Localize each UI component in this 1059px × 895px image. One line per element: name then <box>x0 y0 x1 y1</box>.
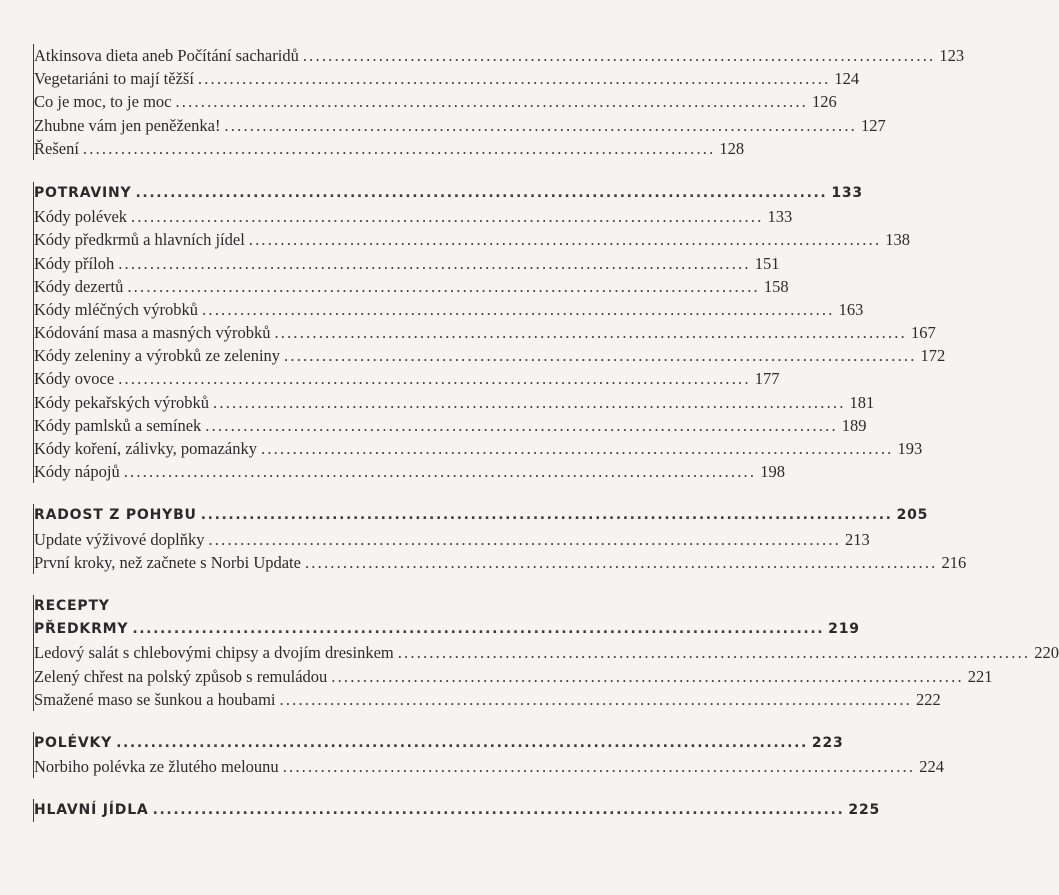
leader-dots: .................................................................................................... <box>116 734 808 751</box>
toc-entry[interactable] <box>34 688 941 711</box>
leader-dots: .................................................................................................... <box>248 230 882 250</box>
leader-dots: .................................................................................................... <box>331 666 964 686</box>
leader-dots: .................................................................................................... <box>135 184 828 201</box>
table-of-contents <box>34 44 1059 822</box>
toc-entry-page: 221 <box>967 666 993 686</box>
toc-entry[interactable] <box>34 275 789 298</box>
toc-entry-title: Kódy pekařských výrobků <box>34 392 210 412</box>
toc-entry[interactable] <box>34 665 993 688</box>
toc-entry[interactable] <box>34 755 944 778</box>
toc-entry[interactable] <box>34 228 911 251</box>
toc-entry-title: Kódy dezertů <box>34 276 124 296</box>
toc-entry-title: Zhubne vám jen peněženka! <box>34 115 221 135</box>
toc-heading-title: PŘEDKRMY <box>34 621 129 638</box>
toc-entry-page: 193 <box>897 439 923 458</box>
toc-part-title: RECEPTY <box>34 597 110 614</box>
toc-entry[interactable] <box>34 321 936 344</box>
leader-dots: .................................................................................................... <box>279 689 912 709</box>
toc-entry-page: 126 <box>811 92 837 112</box>
toc-entry-title: Kódy pamlsků a semínek <box>34 415 202 435</box>
toc-heading-title: POTRAVINY <box>34 184 132 201</box>
toc-entry-title: Ledový salát s chlebovými chipsy a dvojím dresinkem <box>34 643 394 663</box>
toc-entry[interactable] <box>34 137 745 160</box>
toc-section-continuation <box>33 44 965 160</box>
toc-entry-title: Atkinsova dieta aneb Počítání sacharidů <box>34 46 299 65</box>
toc-heading-page: 133 <box>831 184 863 201</box>
toc-heading[interactable] <box>34 732 844 755</box>
toc-entry-title: Smažené maso se šunkou a houbami <box>34 689 276 709</box>
leader-dots: .................................................................................................... <box>282 757 916 777</box>
toc-part-heading <box>34 595 534 618</box>
toc-entry-page: 163 <box>838 299 864 319</box>
toc-entry[interactable] <box>34 551 967 574</box>
toc-entry[interactable] <box>34 391 875 414</box>
toc-entry-title: Kódy předkrmů a hlavních jídel <box>34 230 245 250</box>
toc-entry[interactable] <box>34 344 946 367</box>
toc-entry-title: Vegetariáni to mají těžší <box>34 69 194 89</box>
leader-dots: .................................................................................................... <box>127 276 760 296</box>
toc-entry[interactable] <box>34 90 837 113</box>
toc-entry-title: Kódy mléčných výrobků <box>34 299 199 319</box>
leader-dots: .................................................................................................... <box>197 69 831 89</box>
toc-entry[interactable] <box>34 367 780 390</box>
toc-entry-title: Kódy nápojů <box>34 462 120 482</box>
leader-dots: .................................................................................................... <box>224 115 857 135</box>
toc-entry-page: 198 <box>760 462 785 482</box>
leader-dots: .................................................................................................... <box>82 138 716 158</box>
leader-dots: .................................................................................................... <box>200 507 893 524</box>
toc-entry[interactable] <box>34 44 965 67</box>
toc-entry[interactable] <box>34 205 793 228</box>
leader-dots: .................................................................................................... <box>131 207 764 227</box>
toc-entry[interactable] <box>34 460 785 483</box>
leader-dots: .................................................................................................... <box>118 253 751 273</box>
toc-entry[interactable] <box>34 414 867 437</box>
toc-entry-page: 138 <box>885 230 911 250</box>
toc-section-hlavni-jidla <box>33 799 881 822</box>
toc-entry-page: 224 <box>919 757 944 777</box>
leader-dots: .................................................................................................... <box>284 346 917 366</box>
leader-dots: .................................................................................................... <box>202 299 835 319</box>
leader-dots: .................................................................................................... <box>304 552 938 572</box>
toc-section-recepty <box>33 595 1059 711</box>
toc-entry-page: 158 <box>763 276 789 296</box>
toc-entry-page: 220 <box>1034 643 1059 663</box>
leader-dots: .................................................................................................... <box>118 369 751 389</box>
toc-heading[interactable] <box>34 182 863 205</box>
toc-entry[interactable] <box>34 67 860 90</box>
toc-entry[interactable] <box>34 437 923 460</box>
toc-entry-page: 216 <box>941 552 967 572</box>
toc-entry-title: První kroky, než začnete s Norbi Update <box>34 552 301 572</box>
toc-heading-page: 205 <box>896 507 929 524</box>
toc-entry-title: Kódy ovoce <box>34 369 115 389</box>
toc-heading-page: 219 <box>828 621 860 638</box>
toc-entry-page: 151 <box>754 253 780 273</box>
toc-entry-page: 167 <box>910 323 936 343</box>
toc-entry-title: Řešení <box>34 138 79 158</box>
leader-dots: .................................................................................................... <box>213 392 846 412</box>
toc-entry-title: Kódy koření, zálivky, pomazánky <box>34 439 257 458</box>
toc-entry-title: Norbiho polévka ze žlutého melounu <box>34 757 279 777</box>
toc-heading-page: 223 <box>811 734 844 751</box>
leader-dots: .................................................................................................... <box>261 439 894 458</box>
leader-dots: .................................................................................................... <box>274 323 907 343</box>
toc-entry-page: 123 <box>939 46 965 65</box>
toc-heading-title: RADOST Z POHYBU <box>34 507 197 524</box>
toc-entry-title: Kódy příloh <box>34 253 115 273</box>
toc-entry[interactable] <box>34 641 1059 664</box>
toc-entry-title: Kódování masa a masných výrobků <box>34 323 271 343</box>
leader-dots: .................................................................................................... <box>397 643 1031 663</box>
leader-dots: .................................................................................................... <box>208 529 841 549</box>
toc-heading[interactable] <box>34 618 860 641</box>
toc-entry-page: 181 <box>849 392 875 412</box>
toc-section-potraviny <box>33 182 946 483</box>
toc-entry-page: 172 <box>920 346 946 366</box>
leader-dots: .................................................................................................... <box>205 415 838 435</box>
toc-entry[interactable] <box>34 114 886 137</box>
toc-entry[interactable] <box>34 252 780 275</box>
toc-heading[interactable] <box>34 799 881 822</box>
toc-entry-title: Co je moc, to je moc <box>34 92 172 112</box>
leader-dots: .................................................................................................... <box>175 92 808 112</box>
toc-entry-title: Kódy polévek <box>34 207 128 227</box>
toc-section-radost-z-pohybu <box>33 504 967 574</box>
toc-entry-page: 222 <box>916 689 941 709</box>
toc-entry-page: 189 <box>841 415 867 435</box>
toc-heading[interactable] <box>34 504 929 527</box>
leader-dots: .................................................................................................... <box>132 621 825 638</box>
leader-dots: .................................................................................................... <box>152 802 845 819</box>
toc-entry-title: Kódy zeleniny a výrobků ze zeleniny <box>34 346 281 366</box>
toc-heading-title: HLAVNÍ JÍDLA <box>34 802 149 819</box>
toc-entry-page: 213 <box>844 529 870 549</box>
toc-entry-page: 177 <box>754 369 780 389</box>
toc-entry-page: 128 <box>719 138 745 158</box>
toc-entry-page: 127 <box>860 115 886 135</box>
toc-entry-title: Update výživové doplňky <box>34 529 205 549</box>
toc-entry-page: 124 <box>834 69 860 89</box>
toc-heading-title: POLÉVKY <box>34 734 113 751</box>
toc-entry[interactable] <box>34 528 870 551</box>
toc-entry[interactable] <box>34 298 864 321</box>
toc-section-polevky <box>33 732 944 778</box>
leader-dots: .................................................................................................... <box>123 462 757 482</box>
toc-entry-title: Zelený chřest na polský způsob s remuládou <box>34 666 328 686</box>
leader-dots: .................................................................................................... <box>302 46 936 65</box>
toc-heading-page: 225 <box>848 802 881 819</box>
toc-entry-page: 133 <box>767 207 793 227</box>
